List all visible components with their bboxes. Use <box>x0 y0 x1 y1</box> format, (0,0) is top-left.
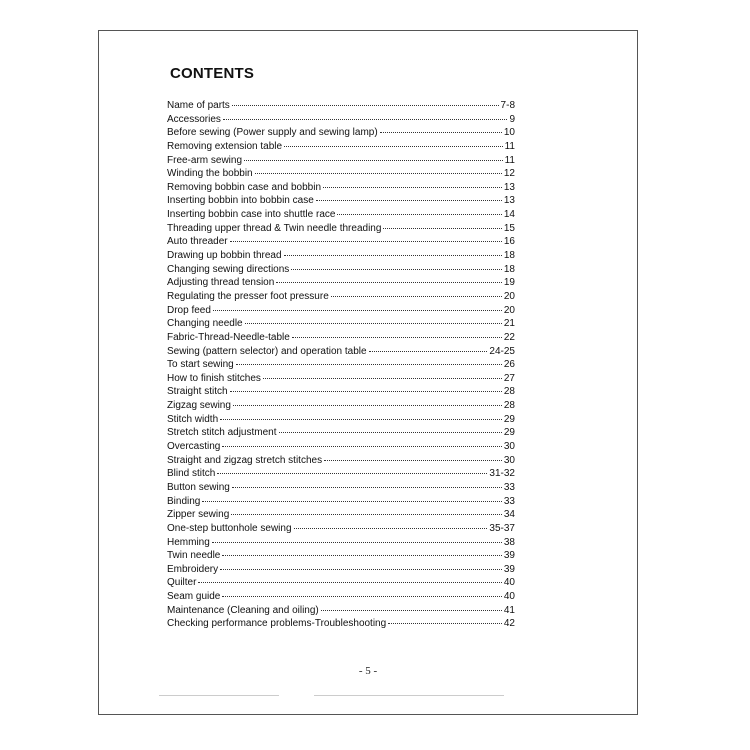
toc-entry-page: 11 <box>504 154 515 166</box>
dot-leader <box>383 218 501 229</box>
dot-leader <box>220 409 502 420</box>
scan-artifact-line <box>159 695 279 696</box>
toc-entry-title: Adjusting thread tension <box>167 277 275 289</box>
toc-entry-title: Straight and zigzag stretch stitches <box>167 454 323 466</box>
toc-entry-page: 13 <box>503 195 515 207</box>
toc-entry-title: Button sewing <box>167 481 230 493</box>
toc-entry-page: 7-8 <box>500 100 515 111</box>
dot-leader <box>291 259 502 270</box>
toc-entry-title: Embroidery <box>167 563 219 575</box>
dot-leader <box>223 109 508 120</box>
toc-entry-page: 16 <box>503 236 515 248</box>
toc-entry-title: How to finish stitches <box>167 372 261 384</box>
toc-entry-page: 33 <box>503 495 515 507</box>
dot-leader <box>276 272 502 283</box>
toc-entry-title: Stitch width <box>167 413 219 425</box>
dot-leader <box>279 422 502 433</box>
toc-entry-page: 26 <box>503 359 515 371</box>
toc-entry-title: Name of parts <box>167 100 230 111</box>
dot-leader <box>236 354 502 365</box>
toc-entry-page: 24-25 <box>489 345 515 357</box>
dot-leader <box>263 368 502 379</box>
toc-entry-title: Auto threader <box>167 236 228 248</box>
toc-entry-title: Changing sewing directions <box>167 263 290 275</box>
dot-leader <box>202 491 502 502</box>
dot-leader <box>292 327 502 338</box>
toc-entry-title: Drawing up bobbin thread <box>167 250 282 262</box>
toc-entry-title: Zipper sewing <box>167 509 230 521</box>
toc-entry-page: 14 <box>503 209 515 221</box>
toc-entry-page: 30 <box>503 454 515 466</box>
toc-entry-page: 31-32 <box>489 468 515 480</box>
table-of-contents <box>167 97 515 629</box>
toc-entry-page: 21 <box>503 318 515 330</box>
dot-leader <box>284 136 503 147</box>
dot-leader <box>388 613 502 624</box>
toc-entry-page: 41 <box>503 604 515 616</box>
dot-leader <box>337 204 501 215</box>
dot-leader <box>323 177 502 188</box>
toc-entry-page: 39 <box>503 563 515 575</box>
toc-entry-title: Seam guide <box>167 591 221 603</box>
toc-entry-page: 12 <box>503 168 515 180</box>
dot-leader <box>233 395 502 406</box>
toc-entry-title: Fabric-Thread-Needle-table <box>167 331 290 343</box>
dot-leader <box>316 190 502 201</box>
toc-entry-title: Inserting bobbin case into shuttle race <box>167 209 336 221</box>
dot-leader <box>231 504 502 515</box>
toc-entry-page: 20 <box>503 304 515 316</box>
toc-entry-title: Blind stitch <box>167 468 216 480</box>
dot-leader <box>232 477 502 488</box>
dot-leader <box>245 313 502 324</box>
toc-entry-title: Quilter <box>167 577 197 589</box>
dot-leader <box>321 600 502 611</box>
scan-artifact-line <box>314 695 504 696</box>
toc-entry-title: Free-arm sewing <box>167 154 243 166</box>
toc-entry-title: Accessories <box>167 113 221 125</box>
toc-entry-page: 28 <box>503 400 515 412</box>
toc-entry-page: 38 <box>503 536 515 548</box>
toc-entry-page: 35-37 <box>489 522 515 534</box>
dot-leader <box>222 545 502 556</box>
toc-entry-page: 9 <box>509 113 515 125</box>
toc-entry-page: 22 <box>503 331 515 343</box>
dot-leader <box>244 150 503 161</box>
toc-entry-page: 27 <box>503 372 515 384</box>
dot-leader <box>369 341 488 352</box>
toc-entry-page: 42 <box>503 618 515 630</box>
toc-entry-page: 33 <box>503 481 515 493</box>
toc-entry <box>167 615 515 629</box>
toc-entry-title: Overcasting <box>167 441 221 453</box>
dot-leader <box>380 122 502 133</box>
toc-entry-title: Inserting bobbin into bobbin case <box>167 195 314 207</box>
toc-entry-page: 39 <box>503 550 515 562</box>
toc-entry-title: Regulating the presser foot pressure <box>167 290 329 302</box>
toc-entry-title: Winding the bobbin <box>167 168 253 180</box>
toc-entry-title: Straight stitch <box>167 386 228 398</box>
toc-entry-page: 40 <box>503 577 515 589</box>
toc-entry-title: Before sewing (Power supply and sewing lamp) <box>167 127 378 139</box>
manual-page <box>98 30 638 715</box>
dot-leader <box>222 586 502 597</box>
toc-entry-page: 15 <box>503 222 515 234</box>
toc-entry-title: Binding <box>167 495 201 507</box>
toc-entry-page: 29 <box>503 427 515 439</box>
toc-entry-title: To start sewing <box>167 359 234 371</box>
toc-entry-page: 30 <box>503 441 515 453</box>
dot-leader <box>255 163 502 174</box>
dot-leader <box>230 381 502 392</box>
toc-entry-title: Checking performance problems-Troubleshooting <box>167 618 387 630</box>
dot-leader <box>222 436 502 447</box>
dot-leader <box>294 518 488 529</box>
toc-entry-page: 28 <box>503 386 515 398</box>
toc-entry-page: 10 <box>503 127 515 139</box>
page-number: - 5 - <box>358 665 378 677</box>
toc-entry-page: 18 <box>503 263 515 275</box>
toc-entry-page: 34 <box>503 509 515 521</box>
toc-entry-title: One-step buttonhole sewing <box>167 522 292 534</box>
dot-leader <box>232 95 499 106</box>
dot-leader <box>212 532 502 543</box>
toc-entry-page: 40 <box>503 591 515 603</box>
toc-entry-title: Removing extension table <box>167 140 283 152</box>
dot-leader <box>217 463 487 474</box>
dot-leader <box>324 450 502 461</box>
toc-entry-title: Threading upper thread & Twin needle threading <box>167 222 382 234</box>
toc-entry-page: 20 <box>503 290 515 302</box>
dot-leader <box>331 286 502 297</box>
dot-leader <box>230 231 502 242</box>
dot-leader <box>220 559 502 570</box>
toc-entry-title: Twin needle <box>167 550 221 562</box>
toc-entry-title: Zigzag sewing <box>167 400 231 412</box>
page-title: CONTENTS <box>170 65 255 82</box>
dot-leader <box>284 245 502 256</box>
toc-entry-title: Sewing (pattern selector) and operation table <box>167 345 367 357</box>
toc-entry-page: 19 <box>503 277 515 289</box>
toc-entry-title: Maintenance (Cleaning and oiling) <box>167 604 319 616</box>
toc-entry-title: Removing bobbin case and bobbin <box>167 181 321 193</box>
toc-entry-title: Changing needle <box>167 318 243 330</box>
dot-leader <box>213 300 502 311</box>
toc-entry-page: 18 <box>503 250 515 262</box>
toc-entry-page: 13 <box>503 181 515 193</box>
toc-entry-page: 11 <box>504 140 515 152</box>
toc-entry-title: Drop feed <box>167 304 211 316</box>
toc-entry-title: Stretch stitch adjustment <box>167 427 277 439</box>
toc-entry-page: 29 <box>503 413 515 425</box>
toc-entry-title: Hemming <box>167 536 210 548</box>
dot-leader <box>198 572 501 583</box>
